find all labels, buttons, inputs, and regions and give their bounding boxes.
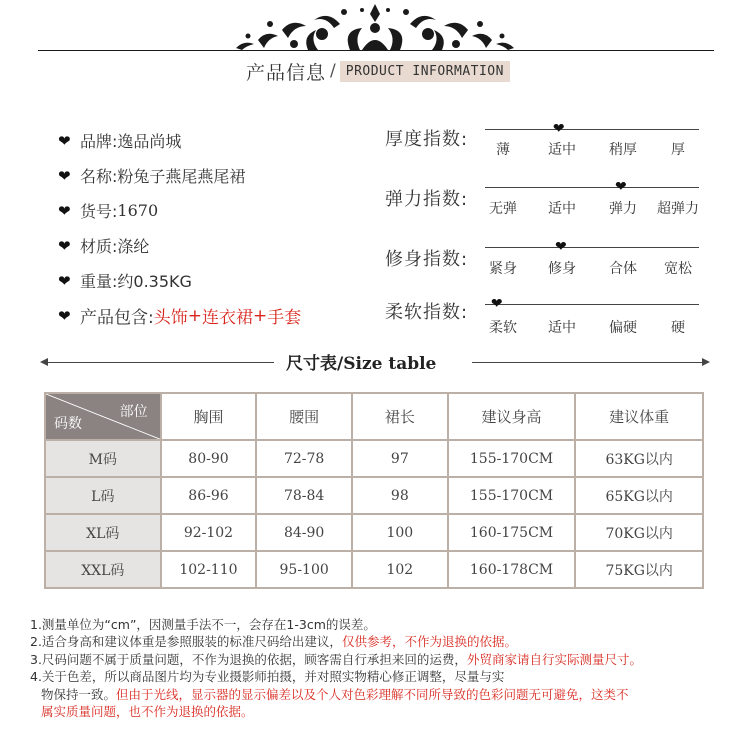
size-rule-right (472, 362, 704, 363)
row-header: XL码 (45, 514, 161, 551)
index-marker-heart-icon: ❤ (552, 121, 565, 137)
row-header: XXL码 (45, 551, 161, 588)
info-value: 涤纶 (117, 237, 150, 256)
index-option: 柔软 (489, 320, 517, 336)
table-cell: 98 (352, 477, 448, 514)
table-row (45, 477, 703, 514)
size-rule-left (46, 362, 274, 363)
heart-icon: ❤ (58, 201, 71, 220)
size-table-title (286, 349, 436, 374)
package-part: 手套 (267, 308, 302, 328)
table-cell: 65KG以内 (575, 477, 703, 514)
index-option: 修身 (548, 261, 576, 277)
index-option: 超弹力 (657, 201, 699, 217)
note-text-red: 属实质量问题，也不作为退换的依据。 (41, 704, 254, 720)
index-label: 弹力指数: (385, 189, 469, 210)
index-marker-heart-icon: ❤ (490, 296, 503, 312)
index-option: 弹力 (609, 201, 637, 217)
info-item-number (58, 193, 301, 228)
info-label: 材质: (80, 237, 118, 256)
column-header: 裙长 (352, 393, 448, 440)
table-cell: 102-110 (161, 551, 257, 588)
table-cell: 86-96 (161, 477, 257, 514)
index-option: 偏硬 (609, 320, 637, 336)
corner-label-part: 部位 (119, 404, 148, 420)
table-cell: 70KG以内 (575, 514, 703, 551)
table-cell: 75KG以内 (575, 551, 703, 588)
table-header-row (45, 393, 703, 440)
table-cell: 97 (352, 440, 448, 477)
note-text: 物保持一致。 (41, 686, 117, 702)
row-header: M码 (45, 440, 161, 477)
index-scale (485, 304, 699, 305)
info-label: 重量: (80, 272, 118, 291)
table-cell: 155-170CM (448, 440, 576, 477)
notes (30, 616, 642, 720)
section-title (246, 58, 510, 84)
row-header: L码 (45, 477, 161, 514)
package-plus: + (252, 305, 268, 326)
index-option: 宽松 (664, 261, 692, 277)
table-cell: 78-84 (256, 477, 352, 514)
table-row (45, 440, 703, 477)
package-plus: + (187, 305, 202, 326)
note-4-cont (30, 686, 642, 703)
product-info-list (58, 123, 301, 333)
heart-icon: ❤ (58, 131, 71, 150)
info-package (58, 298, 301, 333)
note-2 (30, 633, 642, 650)
heart-icon: ❤ (58, 271, 71, 290)
index-option: 适中 (548, 320, 576, 336)
section-title-en: PRODUCT INFORMATION (340, 61, 510, 82)
index-scale (485, 129, 699, 130)
note-text: 3.尺码问题不属于质量问题，不作为退换的依据，顾客需自行承担来回的运费， (30, 651, 467, 667)
column-header: 建议身高 (448, 393, 576, 440)
table-row (45, 551, 703, 588)
note-text-red: 仅供参考，不作为退换的依据。 (341, 634, 517, 650)
index-option: 紧身 (489, 261, 517, 277)
heart-icon: ❤ (58, 306, 71, 325)
info-label: 产品包含: (80, 308, 154, 328)
info-brand (58, 123, 301, 158)
info-value: 1670 (117, 201, 159, 220)
note-text: 2.适合身高和建议体重是参照服装的标准尺码给出建议， (30, 634, 342, 650)
decorative-ornament (222, 0, 528, 52)
note-1 (30, 616, 642, 633)
index-option: 薄 (496, 142, 510, 158)
index-option: 硬 (671, 320, 685, 336)
table-cell: 100 (352, 514, 448, 551)
note-4-cont (30, 703, 642, 720)
table-cell: 72-78 (256, 440, 352, 477)
section-title-slash: / (330, 61, 336, 81)
index-option: 适中 (548, 201, 576, 217)
index-option: 合体 (609, 261, 637, 277)
table-corner-cell (45, 393, 161, 440)
index-label: 厚度指数: (385, 129, 469, 150)
info-weight (58, 263, 301, 298)
heart-icon: ❤ (58, 166, 71, 185)
info-material (58, 228, 301, 263)
table-cell: 92-102 (161, 514, 257, 551)
index-option: 无弹 (489, 201, 517, 217)
package-part: 头饰 (153, 308, 188, 328)
column-header: 胸围 (161, 393, 257, 440)
package-part: 连衣裙 (201, 308, 253, 328)
index-label: 柔软指数: (385, 302, 469, 323)
note-4 (30, 668, 642, 685)
table-cell: 155-170CM (448, 477, 576, 514)
index-marker-heart-icon: ❤ (555, 239, 567, 255)
index-option: 适中 (548, 142, 576, 158)
index-scale (485, 187, 699, 188)
table-cell: 102 (352, 551, 448, 588)
info-label: 名称: (80, 167, 118, 186)
size-table (44, 392, 704, 589)
column-header: 建议体重 (575, 393, 703, 440)
right-arrow-icon (702, 358, 710, 366)
index-label: 修身指数: (385, 249, 469, 270)
index-marker-heart-icon: ❤ (614, 179, 627, 195)
note-text: 4.关于色差，所以商品图片均为专业摄影师拍摄，并对照实物精心修正调整，尽量与实 (30, 669, 505, 685)
size-title-en: Size table (343, 354, 437, 374)
table-cell: 95-100 (256, 551, 352, 588)
section-title-cn: 产品信息 (246, 61, 327, 84)
header-rule (38, 50, 714, 51)
column-header: 腰围 (256, 393, 352, 440)
index-option: 厚 (671, 142, 685, 158)
table-cell: 63KG以内 (575, 440, 703, 477)
info-value: 粉兔子燕尾燕尾裙 (117, 167, 246, 186)
table-cell: 84-90 (256, 514, 352, 551)
heart-icon: ❤ (58, 236, 71, 255)
note-text-red: 但由于光线，显示器的显示偏差以及个人对色彩理解不同所导致的色彩问题无可避免，这类不 (116, 686, 629, 702)
index-option: 稍厚 (609, 142, 637, 158)
note-3 (30, 651, 642, 668)
info-value: 逸品尚城 (117, 132, 182, 151)
note-text-red: 外贸商家请自行实际测量尺寸。 (466, 651, 642, 667)
table-row (45, 514, 703, 551)
table-cell: 160-175CM (448, 514, 576, 551)
info-value: 约0.35KG (117, 272, 192, 291)
index-scale (485, 247, 699, 248)
note-text: 1.测量单位为“cm”，因测量手法不一，会存在1-3cm的误差。 (30, 617, 376, 632)
info-name (58, 158, 301, 193)
info-label: 品牌: (80, 132, 118, 151)
corner-label-size: 码数 (54, 416, 82, 432)
size-title-cn: 尺寸表/ (286, 354, 344, 374)
info-label: 货号: (80, 202, 118, 221)
table-cell: 160-178CM (448, 551, 576, 588)
table-cell: 80-90 (161, 440, 257, 477)
